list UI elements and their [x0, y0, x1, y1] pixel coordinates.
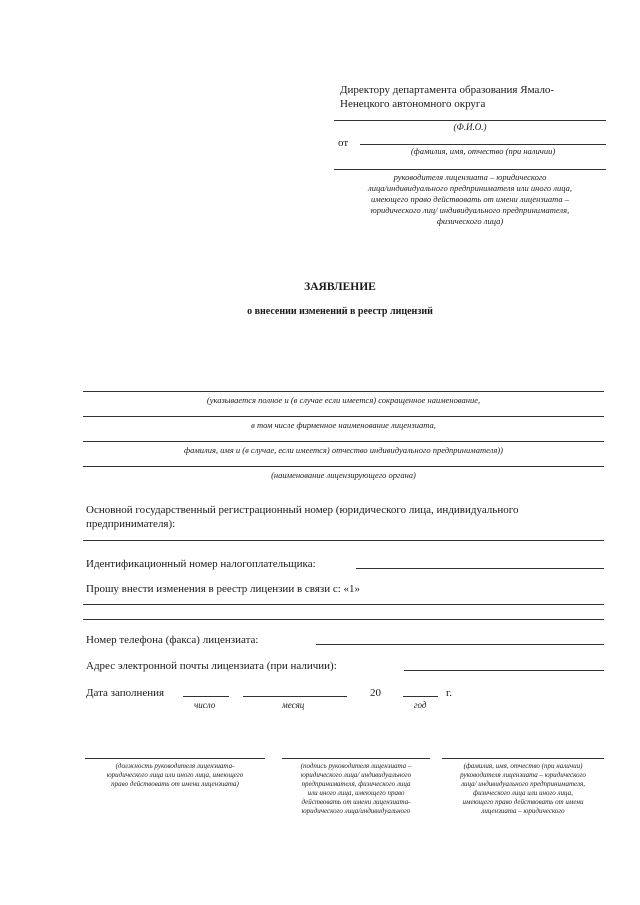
licensee-name-line-2	[83, 416, 604, 417]
year-suffix: г.	[446, 687, 453, 699]
year-line	[403, 696, 438, 697]
caption-entrepreneur-name: фамилия, имя и (в случае, если имеется) отчество индивидуального предпринимателя))	[184, 445, 503, 455]
inn-label: Идентификационный номер налогоплательщика:	[86, 558, 316, 570]
name-caption-line-6: лицензиата – юридического	[481, 807, 565, 815]
document-title: ЗАЯВЛЕНИЕ	[304, 281, 376, 293]
role-line-5: физического лица)	[436, 216, 504, 226]
position-caption-line-2: юридического лица или иного лица, имеющего	[106, 771, 244, 779]
email-line	[404, 670, 604, 671]
inn-line	[356, 568, 604, 569]
date-label: Дата заполнения	[86, 687, 165, 699]
document-subtitle: о внесении изменений в реестр лицензий	[247, 306, 433, 317]
fio-caption: (Ф.И.О.)	[453, 122, 487, 132]
name-caption-line-2: руководителя лицензиата – юридического	[460, 771, 586, 779]
role-line-3: имеющего право действовать от имени лицензиата –	[370, 194, 570, 204]
ogrn-label-line-2: предпринимателя):	[86, 518, 176, 530]
position-caption	[85, 762, 265, 789]
email-label: Адрес электронной почты лицензиата (при наличии):	[86, 660, 337, 672]
signature-caption-line-5: действовать от имени лицензиата-	[301, 798, 411, 806]
month-line	[243, 696, 347, 697]
name-caption-line-1: (фамилия, имя, отчество (при наличии)	[463, 762, 583, 770]
licensee-name-line-1	[83, 391, 604, 392]
caption-licensing-authority: (наименование лицензирующего органа)	[271, 470, 416, 480]
ogrn-label-line-1: Основной государственный регистрационный номер (юридического лица, индивидуального	[86, 504, 519, 516]
signature-caption-line-1: (подпись руководителя лицензиата –	[300, 762, 412, 770]
role-line	[334, 169, 606, 170]
year-caption: год	[414, 700, 427, 710]
caption-brand-name: в том числе фирменное наименование лицензиата,	[251, 420, 436, 430]
month-caption: месяц	[282, 700, 305, 710]
name-caption-line-4: физического лица или иного лица,	[473, 789, 573, 797]
from-line	[360, 144, 606, 145]
role-caption	[334, 172, 606, 227]
change-request-label: Прошу внести изменения в реестр лицензии в связи с: «1»	[86, 583, 361, 595]
change-reason-line-2	[83, 619, 604, 620]
ot-label: от	[338, 137, 349, 149]
name-caption-line-3: лица/ индивидуального предпринимателя,	[460, 780, 586, 788]
signature-caption-line-2: юридического лица/ индивидуального	[300, 771, 412, 779]
phone-line	[316, 644, 604, 645]
name-signature-caption	[442, 762, 604, 816]
caption-full-name: (указывается полное и (в случае если имеется) сокращенное наименование,	[206, 395, 481, 405]
signature-caption	[282, 762, 430, 816]
role-line-2: лица/индивидуального предпринимателя или иного лица,	[368, 183, 572, 193]
day-line	[183, 696, 229, 697]
signature-caption-line-3: предпринимателя, физического лица	[301, 780, 411, 788]
role-line-4: юридического лиц/ индивидуального предпринимателя,	[370, 205, 570, 215]
phone-label: Номер телефона (факса) лицензиата:	[86, 634, 259, 646]
position-caption-line-3: право действовать от имени лицензиата)	[111, 780, 239, 788]
day-caption: число	[194, 700, 216, 710]
licensee-name-line-3	[83, 441, 604, 442]
name-caption-line-5: имеющего право действовать от имени	[462, 798, 584, 806]
signature-line	[282, 758, 430, 759]
addressee-line-2: Ненецкого автономного округа	[340, 98, 486, 110]
position-caption-line-1: (должность руководителя лицензиата-	[115, 762, 235, 770]
name-signature-line	[442, 758, 604, 759]
name-caption: (фамилия, имя, отчество (при наличии)	[410, 146, 556, 156]
addressee-line-1: Директору департамента образования Ямало-	[340, 84, 555, 96]
licensing-authority-line	[83, 466, 604, 467]
signature-caption-line-4: или иного лица, имеющего право	[307, 789, 405, 797]
change-reason-line-1	[83, 604, 604, 605]
role-line-1: руководителя лицензиата – юридического	[393, 172, 547, 182]
year-prefix: 20	[370, 687, 381, 699]
ogrn-line	[83, 540, 604, 541]
signature-caption-line-6: юридического лица/индивидуального	[301, 807, 411, 815]
position-signature-line	[85, 758, 265, 759]
